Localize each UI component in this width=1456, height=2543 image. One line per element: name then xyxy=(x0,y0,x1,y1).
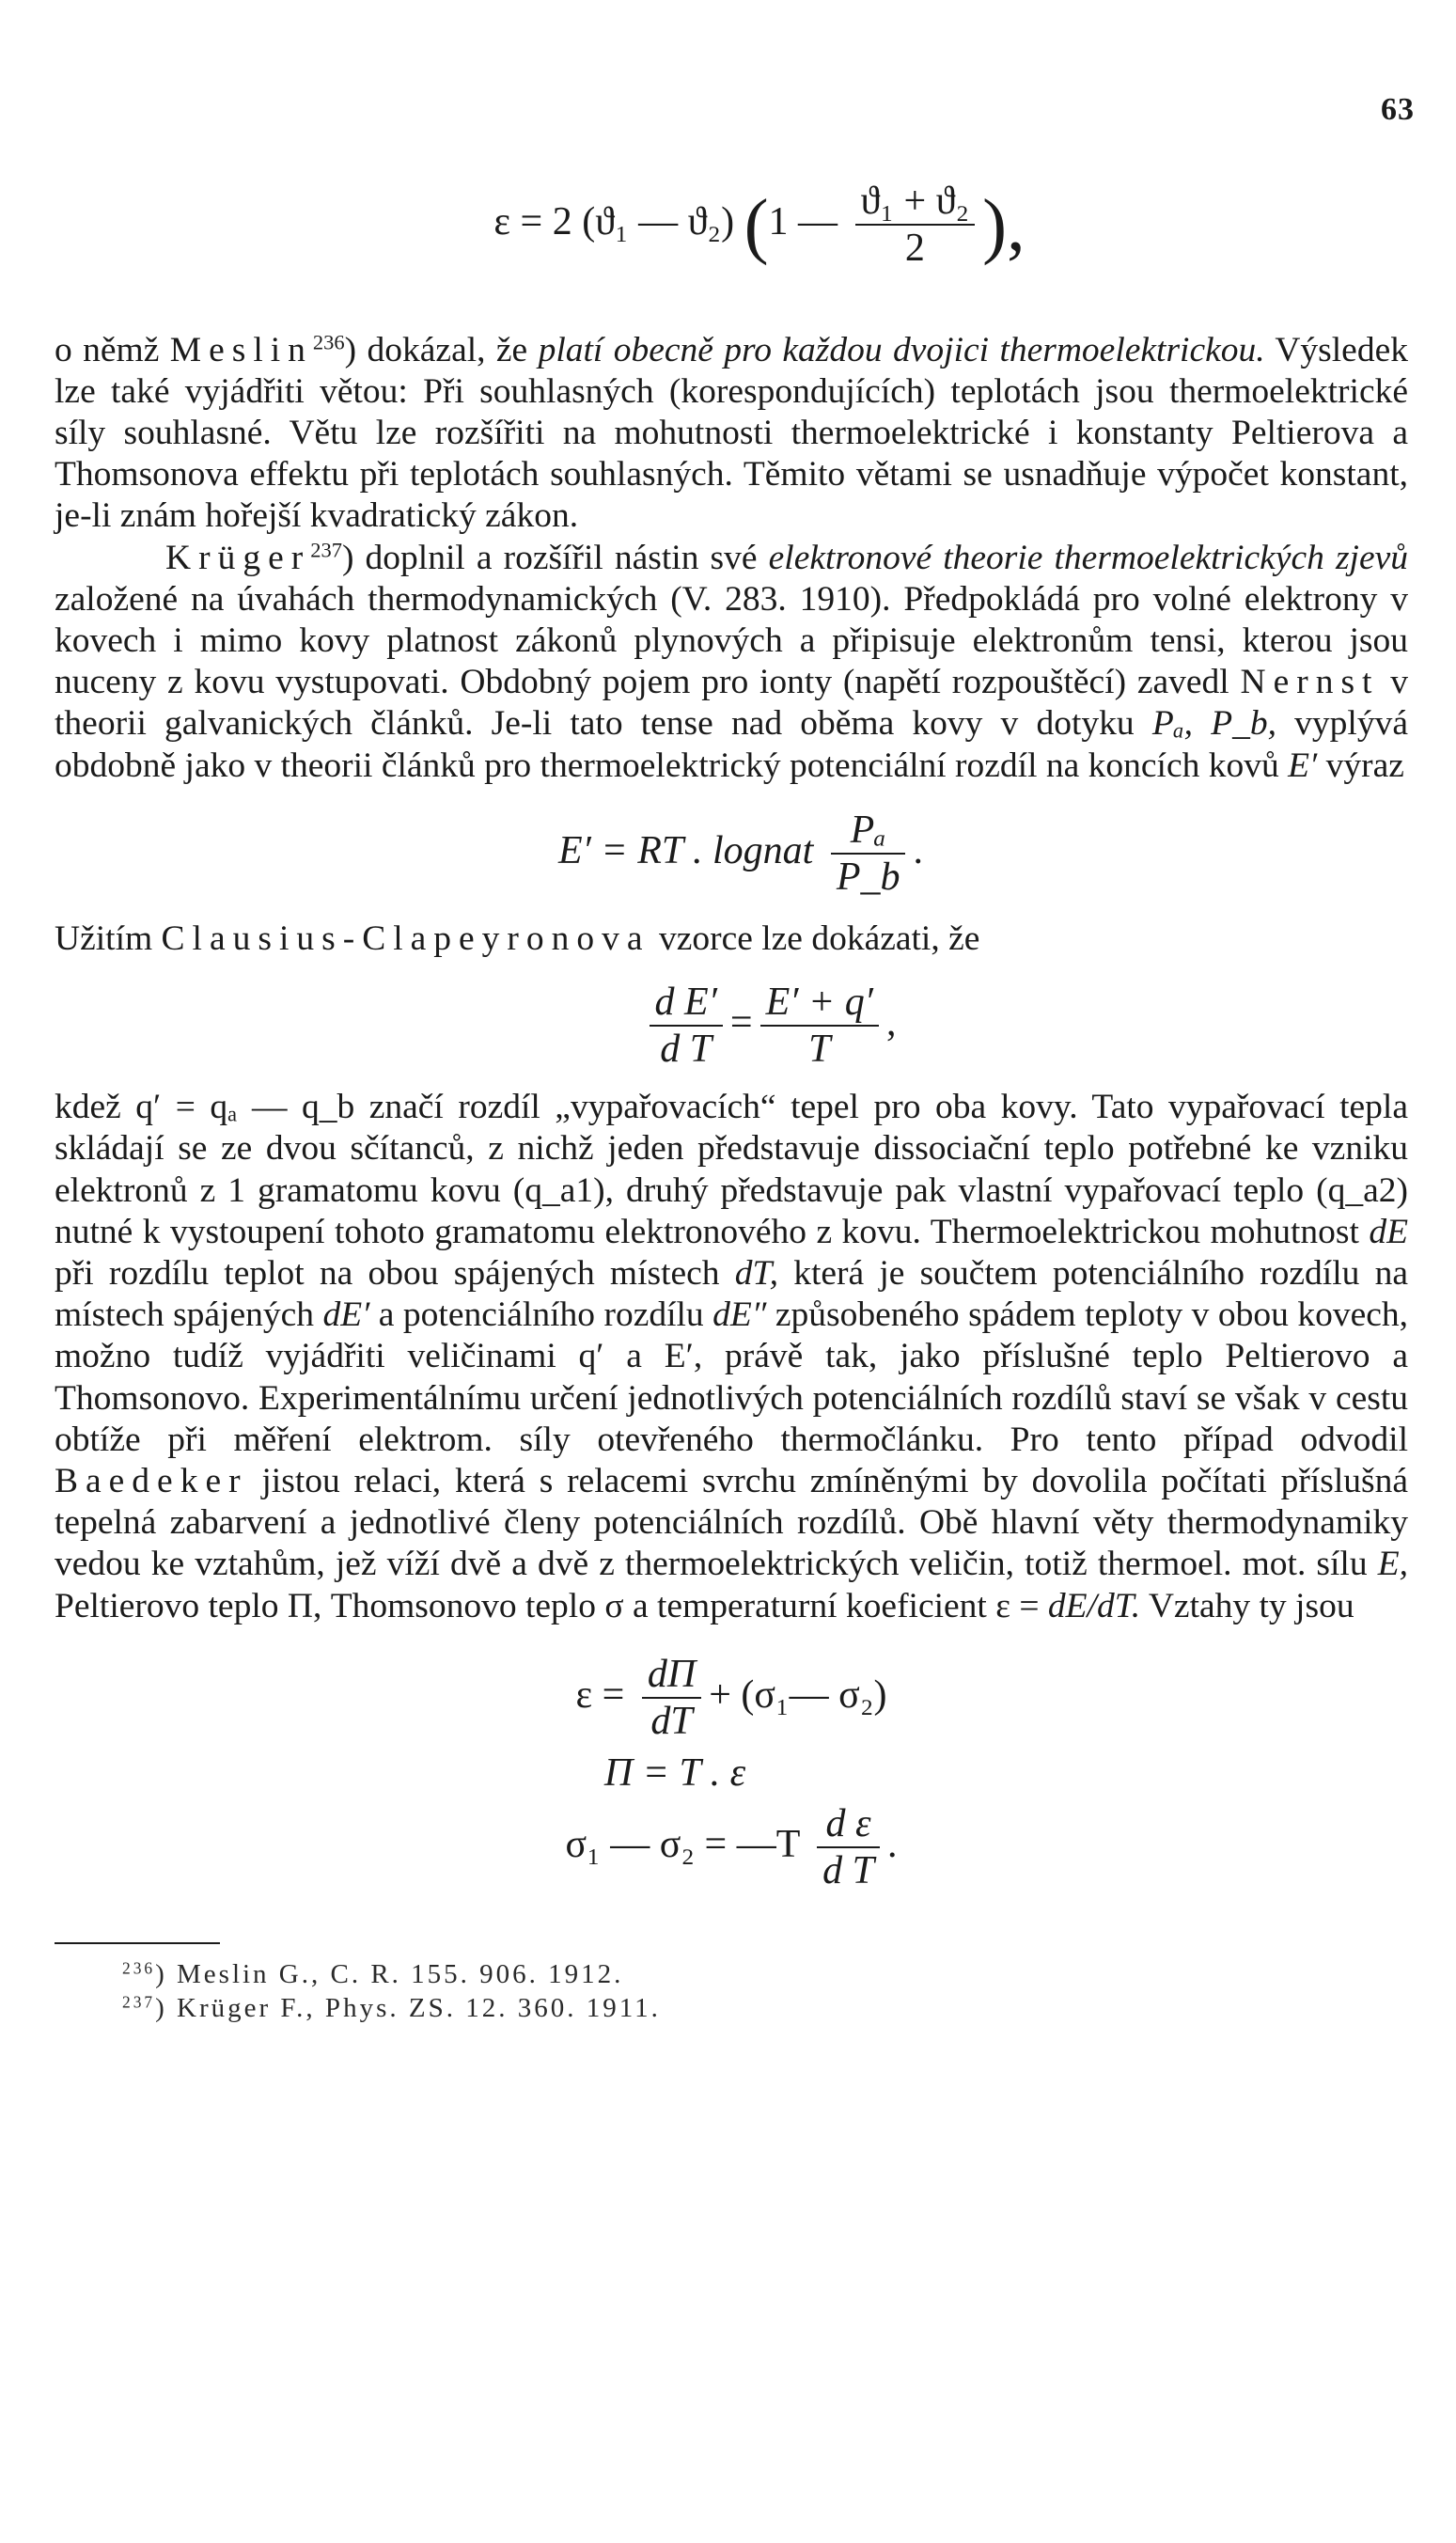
eq2-fraction xyxy=(831,808,906,901)
eq1-denominator: 2 xyxy=(904,227,925,271)
p4-de-dt: dE/dT. xyxy=(1047,1586,1141,1625)
eq4-lhs: ε = xyxy=(575,1672,625,1717)
eq3-fraction-right xyxy=(760,980,879,1073)
page-number: 63 xyxy=(1381,92,1415,127)
author-baedeker: Baedeker xyxy=(55,1462,248,1501)
p4-text-1: kdež q′ = qₐ — q_b značí rozdíl „vypařovacích“ tepel pro oba kovy. Tato vypařovací tepla skládají se ze dvou sčítanců, z nichž jeden představuje dissociační teplo potřebné ke vzniku elektronů z 1 gramatomu kovu (q_a1), druhý představuje pak vlastní vypařovací teplo (q_a2) nutné k vystoupení tohoto gramatomu elektronového z kovu. Thermoelektrickou mohutnost xyxy=(55,1088,1408,1251)
eq6-denominator: d T xyxy=(822,1849,874,1893)
equation-de-dt xyxy=(55,980,1408,1073)
p4-text-7: Peltierovo teplo Π, Thomsonovo teplo σ a temperaturní koeficient ε = xyxy=(55,1586,1048,1625)
footnote-236 xyxy=(122,1957,1408,1991)
author-kruger: Krüger xyxy=(165,538,311,577)
eq1-one-minus: 1 — xyxy=(768,199,838,243)
p4-e: E, xyxy=(1377,1545,1408,1584)
eq2-numerator: Pₐ xyxy=(831,808,906,855)
ref-237: 237 xyxy=(310,538,342,562)
footnote-text-237: ) Krüger F., Phys. ZS. 12. 360. 1911. xyxy=(155,1993,661,2024)
author-meslin: Meslin xyxy=(169,330,313,369)
p1-text-1: o němž xyxy=(55,330,170,369)
eq6-lhs: σ₁ — σ₂ = —T xyxy=(565,1822,800,1866)
footnote-ref-236: 236 xyxy=(122,1958,156,1978)
p4-text-6: jistou relaci, která s relacemi svrchu zmíněnými by dovolila počítati příslušná tepelná zabarvení a jednotlivé členy potenciálních rozdílů. Obě hlavní věty thermodynamiky vedou ke vztahům, jež víží dvě a dvě z thermoelektrických veličin, totiž thermoel. mot. sílu xyxy=(55,1462,1408,1584)
p2-text-5: výraz xyxy=(1317,746,1404,785)
eq1-numerator: ϑ₁ + ϑ₂ xyxy=(855,179,976,226)
eq4-rest: + (σ₁— σ₂) xyxy=(709,1672,887,1717)
eq6-fraction xyxy=(817,1801,880,1894)
equation-thomson xyxy=(55,1801,1408,1894)
eq6-numerator: d ε xyxy=(817,1801,880,1848)
eq1-fraction xyxy=(855,179,976,272)
p4-text-2: při rozdílu teplot na obou spájených místech xyxy=(55,1254,735,1294)
eq4-numerator: dΠ xyxy=(642,1652,701,1699)
eq4-denominator: dT xyxy=(650,1700,693,1744)
footnote-text-236: ) Meslin G., C. R. 155. 906. 1912. xyxy=(155,1959,624,1990)
footnote-rule xyxy=(55,1942,220,1944)
eq3-numerator-left: d E′ xyxy=(650,980,723,1027)
author-nernst: Nernst xyxy=(1240,663,1380,702)
eq3-denominator-left: d T xyxy=(660,1027,712,1071)
p2-text-1: ) doplnil a rozšířil nástin své xyxy=(341,538,769,577)
eq5-text: Π = T . ε xyxy=(603,1751,746,1796)
p4-de: dE xyxy=(1369,1212,1408,1251)
p3-text-2: vzorce lze dokázati, že xyxy=(650,919,980,959)
p2-text-2: založené na úvahách thermodynamických (V. 283. 1910). Předpokládá pro volné elektrony v kovech i mimo kovy platnost zákonů plynových a připisuje elektronům tensi, kterou jsou nuceny z kovu vystupovati. Obdobný pojem pro ionty (napětí rozpouštěcí) zavedl xyxy=(55,579,1408,702)
eq6-end: . xyxy=(887,1822,898,1866)
paragraph-meslin xyxy=(55,330,1408,538)
p1-text-3: Výsledek lze také vyjádřiti větou: Při souhlasných (korespondujících) teplotách jsou thermoelektrické síly souhlasné. Větu lze rozšířiti na mohutnosti thermoelektrické i konstanty Peltierova a Thomsonova effektu při teplotách souhlasných. Těmito větami se usnadňuje výpočet konstant, je-li znám hořejší kvadratický zákon. xyxy=(55,330,1408,536)
eq1-open-paren: ( xyxy=(744,183,769,266)
paragraph-kruger xyxy=(55,538,1408,787)
equation-epsilon-peltier xyxy=(55,1652,1408,1745)
eq1-close-paren: ), xyxy=(982,183,1025,266)
p4-de-prime: dE′ xyxy=(322,1295,370,1335)
p4-dt: dT, xyxy=(734,1254,778,1294)
p2-text-4: vyplývá obdobně jako v theorii článků pro thermoelektrický potenciální rozdíl na koncích kovů xyxy=(55,704,1408,785)
eq3-equals: = xyxy=(729,1000,753,1044)
eq2-end: . xyxy=(913,828,923,872)
p4-text-3: která je součtem potenciálního rozdílu na místech spájených xyxy=(55,1254,1408,1335)
eq2-lhs: E′ = RT . lognat xyxy=(558,828,814,872)
eq3-end: , xyxy=(885,1000,897,1044)
p2-text-3: v theorii galvanických článků. Je-li tato tense nad oběma kovy v dotyku xyxy=(55,663,1409,744)
eq2-denominator: P_b xyxy=(836,856,900,900)
eq1-lhs: ε = 2 (ϑ₁ — ϑ₂) xyxy=(493,199,735,243)
equation-lognat xyxy=(55,808,1408,901)
paragraph-vaporization xyxy=(55,1087,1408,1627)
p1-text-2: ) dokázal, že xyxy=(344,330,539,369)
equation-pi xyxy=(55,1750,1408,1797)
eq4-fraction xyxy=(642,1652,701,1745)
page-body xyxy=(55,179,1408,2025)
paragraph-clausius xyxy=(55,918,1408,960)
eq3-fraction-left xyxy=(650,980,723,1073)
p4-text-5: způsobeného spádem teploty v obou kovech, možno tudíž vyjádřiti veličinami q′ a E′, právě tak, jako příslušné teplo Peltierovo a Thomsonovo. Experimentálnímu určení jednotlivých potenciálních rozdílů staví se však v cestu obtíže při měření elektrom. síly otevřeného thermočlánku. Pro tento případ odvodil xyxy=(55,1295,1408,1459)
eq3-denominator-right: T xyxy=(808,1027,831,1071)
p4-de-double-prime: dE″ xyxy=(712,1295,767,1335)
equation-epsilon xyxy=(55,179,1408,272)
p2-italic: elektronové theorie thermoelektrických zjevů xyxy=(768,538,1408,577)
p4-text-8: Vztahy ty jsou xyxy=(1140,1586,1354,1625)
footnote-237 xyxy=(122,1991,1408,2025)
author-clausius-clapeyron: Clausius-Clapeyronova xyxy=(161,919,650,959)
p1-italic: platí obecně pro každou dvojici thermoelektrickou. xyxy=(538,330,1265,369)
eq3-numerator-right: E′ + q′ xyxy=(760,980,879,1027)
p2-e-prime: E′ xyxy=(1288,746,1318,785)
footnote-ref-237: 237 xyxy=(122,1992,156,2012)
p2-pressures: Pₐ, P_b, xyxy=(1151,704,1277,744)
p3-text-1: Užitím xyxy=(55,919,162,959)
p4-text-4: a potenciálního rozdílu xyxy=(369,1295,713,1335)
ref-236: 236 xyxy=(312,330,345,354)
